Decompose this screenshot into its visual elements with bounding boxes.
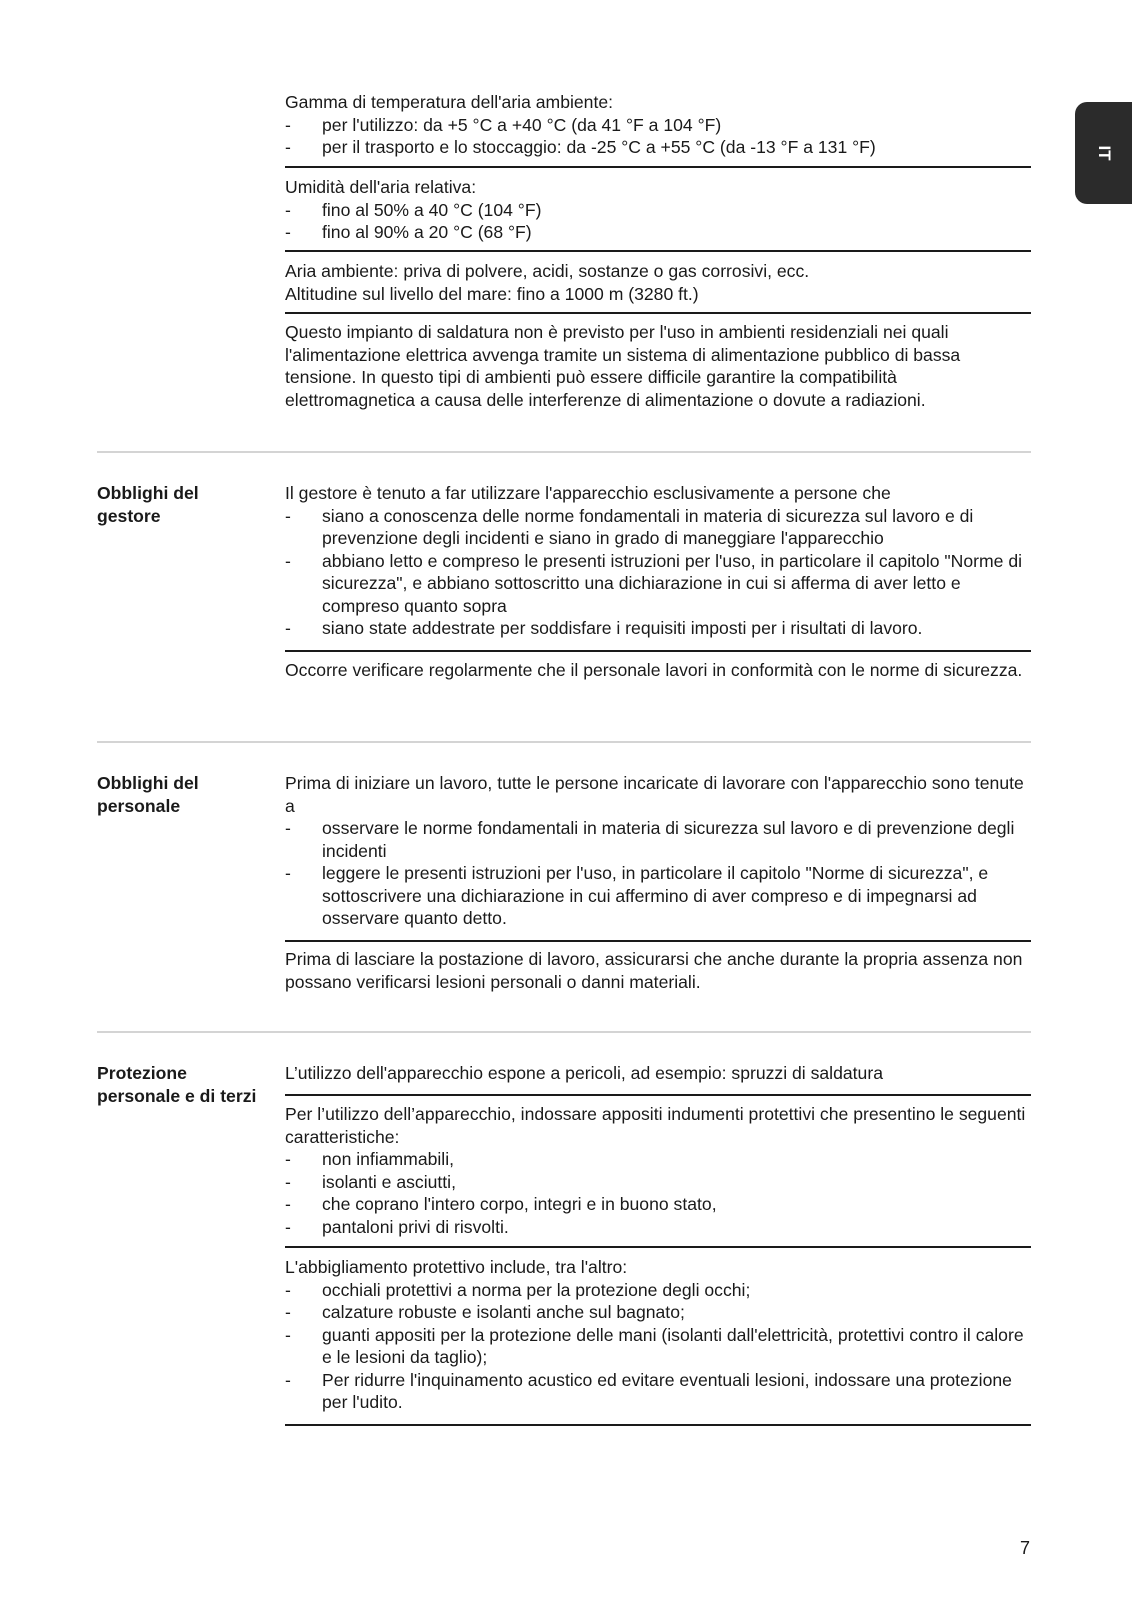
ambient-air-text: Aria ambiente: priva di polvere, acidi, sostanze o gas corrosivi, ecc.	[285, 261, 810, 281]
section-divider	[97, 451, 1031, 453]
list-item: - che coprano l'intero corpo, integri e in buono stato,	[285, 1193, 1031, 1216]
section-title-personnel: Obblighi del personale	[97, 773, 199, 816]
list-item: - osservare le norme fondamentali in materia di sicurezza sul lavoro e di prevenzione degli incidenti	[285, 817, 1031, 862]
list-item: - siano a conoscenza delle norme fondamentali in materia di sicurezza sul lavoro e di prevenzione degli incidenti e siano in grado di maneggiare l'apparecchio	[285, 505, 1031, 550]
list-item: - Per ridurre l'inquinamento acustico ed evitare eventuali lesioni, indossare una protezione per l'udito.	[285, 1369, 1031, 1414]
divider	[285, 1094, 1031, 1096]
list-item: - siano state addestrate per soddisfare i requisiti imposti per i risultati di lavoro.	[285, 617, 1031, 640]
list-item: - isolanti e asciutti,	[285, 1171, 1031, 1194]
personnel-note: Prima di lasciare la postazione di lavoro, assicurarsi che anche durante la propria assenza non possano verificarsi lesioni personali o danni materiali.	[285, 949, 1023, 992]
list-item: - pantaloni privi di risvolti.	[285, 1216, 1031, 1239]
operator-intro: Il gestore è tenuto a far utilizzare l'apparecchio esclusivamente a persone che	[285, 483, 891, 503]
list-item: - fino al 90% a 20 °C (68 °F)	[285, 221, 1031, 244]
language-tab-label: IT	[1095, 145, 1114, 161]
divider	[285, 312, 1031, 314]
humidity-list	[285, 199, 1031, 244]
section-title-protection: Protezione personale e di terzi	[97, 1063, 257, 1106]
list-item: - calzature robuste e isolanti anche sul bagnato;	[285, 1301, 1031, 1324]
divider	[285, 650, 1031, 652]
divider	[285, 1424, 1031, 1426]
section-divider	[97, 741, 1031, 743]
operator-note: Occorre verificare regolarmente che il personale lavori in conformità con le norme di sicurezza.	[285, 660, 1023, 680]
list-item: - abbiano letto e compreso le presenti istruzioni per l'uso, in particolare il capitolo "Norme di sicurezza", e abbiano sottoscritto una dichiarazione in cui si afferma di aver letto e compreso quanto sopra	[285, 550, 1031, 618]
operator-note-block	[285, 659, 1031, 682]
protection-intro: L’utilizzo dell'apparecchio espone a pericoli, ad esempio: spruzzi di saldatura	[285, 1063, 883, 1083]
humidity-block	[285, 176, 1031, 244]
divider	[285, 940, 1031, 942]
personnel-block	[285, 772, 1031, 930]
page-number: 7	[1020, 1538, 1031, 1558]
divider	[285, 166, 1031, 168]
personnel-note-block	[285, 948, 1031, 993]
protection-intro-block	[285, 1062, 1031, 1085]
clothing-intro: Per l’utilizzo dell’apparecchio, indossare appositi indumenti protettivi che presentino le seguenti caratteristiche:	[285, 1104, 1026, 1147]
emc-block	[285, 321, 1031, 411]
temperature-list	[285, 114, 1031, 159]
humidity-intro: Umidità dell'aria relativa:	[285, 177, 477, 197]
operator-block	[285, 482, 1031, 640]
personnel-list	[285, 817, 1031, 930]
section-title-operator: Obblighi del gestore	[97, 483, 199, 526]
protective-gear-block	[285, 1256, 1031, 1414]
ambient-air-block	[285, 260, 1031, 305]
list-item: - fino al 50% a 40 °C (104 °F)	[285, 199, 1031, 222]
divider	[285, 1246, 1031, 1248]
list-item: - leggere le presenti istruzioni per l'uso, in particolare il capitolo "Norme di sicurezza", e sottoscrivere una dichiarazione in cui affermino di aver compreso e di impegnarsi ad osservare quanto detto.	[285, 862, 1031, 930]
list-item: - per il trasporto e lo stoccaggio: da -25 °C a +55 °C (da -13 °F a 131 °F)	[285, 136, 1031, 159]
list-item: - guanti appositi per la protezione delle mani (isolanti dall'elettricità, protettivi contro il calore e le lesioni da taglio);	[285, 1324, 1031, 1369]
section-divider	[97, 1031, 1031, 1033]
altitude-text: Altitudine sul livello del mare: fino a 1000 m (3280 ft.)	[285, 283, 699, 304]
operator-list	[285, 505, 1031, 640]
list-item: - per l'utilizzo: da +5 °C a +40 °C (da 41 °F a 104 °F)	[285, 114, 1031, 137]
temperature-block	[285, 91, 1031, 159]
emc-text: Questo impianto di saldatura non è previsto per l'uso in ambienti residenziali nei quali l'alimentazione elettrica avvenga tramite un sistema di alimentazione pubblico di bassa tensione. In questo tipi di ambienti può essere difficile garantire la compatibilità elettromagnetica a causa delle interferenze di alimentazione o dovute a radiazioni.	[285, 322, 961, 410]
list-item: - occhiali protettivi a norma per la protezione degli occhi;	[285, 1279, 1031, 1302]
protective-gear-list	[285, 1279, 1031, 1414]
protective-gear-intro: L'abbigliamento protettivo include, tra l'altro:	[285, 1257, 628, 1277]
clothing-block	[285, 1103, 1031, 1238]
divider	[285, 250, 1031, 252]
language-tab[interactable]	[1075, 102, 1132, 204]
list-item: - non infiammabili,	[285, 1148, 1031, 1171]
temperature-intro: Gamma di temperatura dell'aria ambiente:	[285, 92, 614, 112]
clothing-list	[285, 1148, 1031, 1238]
personnel-intro: Prima di iniziare un lavoro, tutte le persone incaricate di lavorare con l'apparecchio sono tenute a	[285, 773, 1024, 816]
